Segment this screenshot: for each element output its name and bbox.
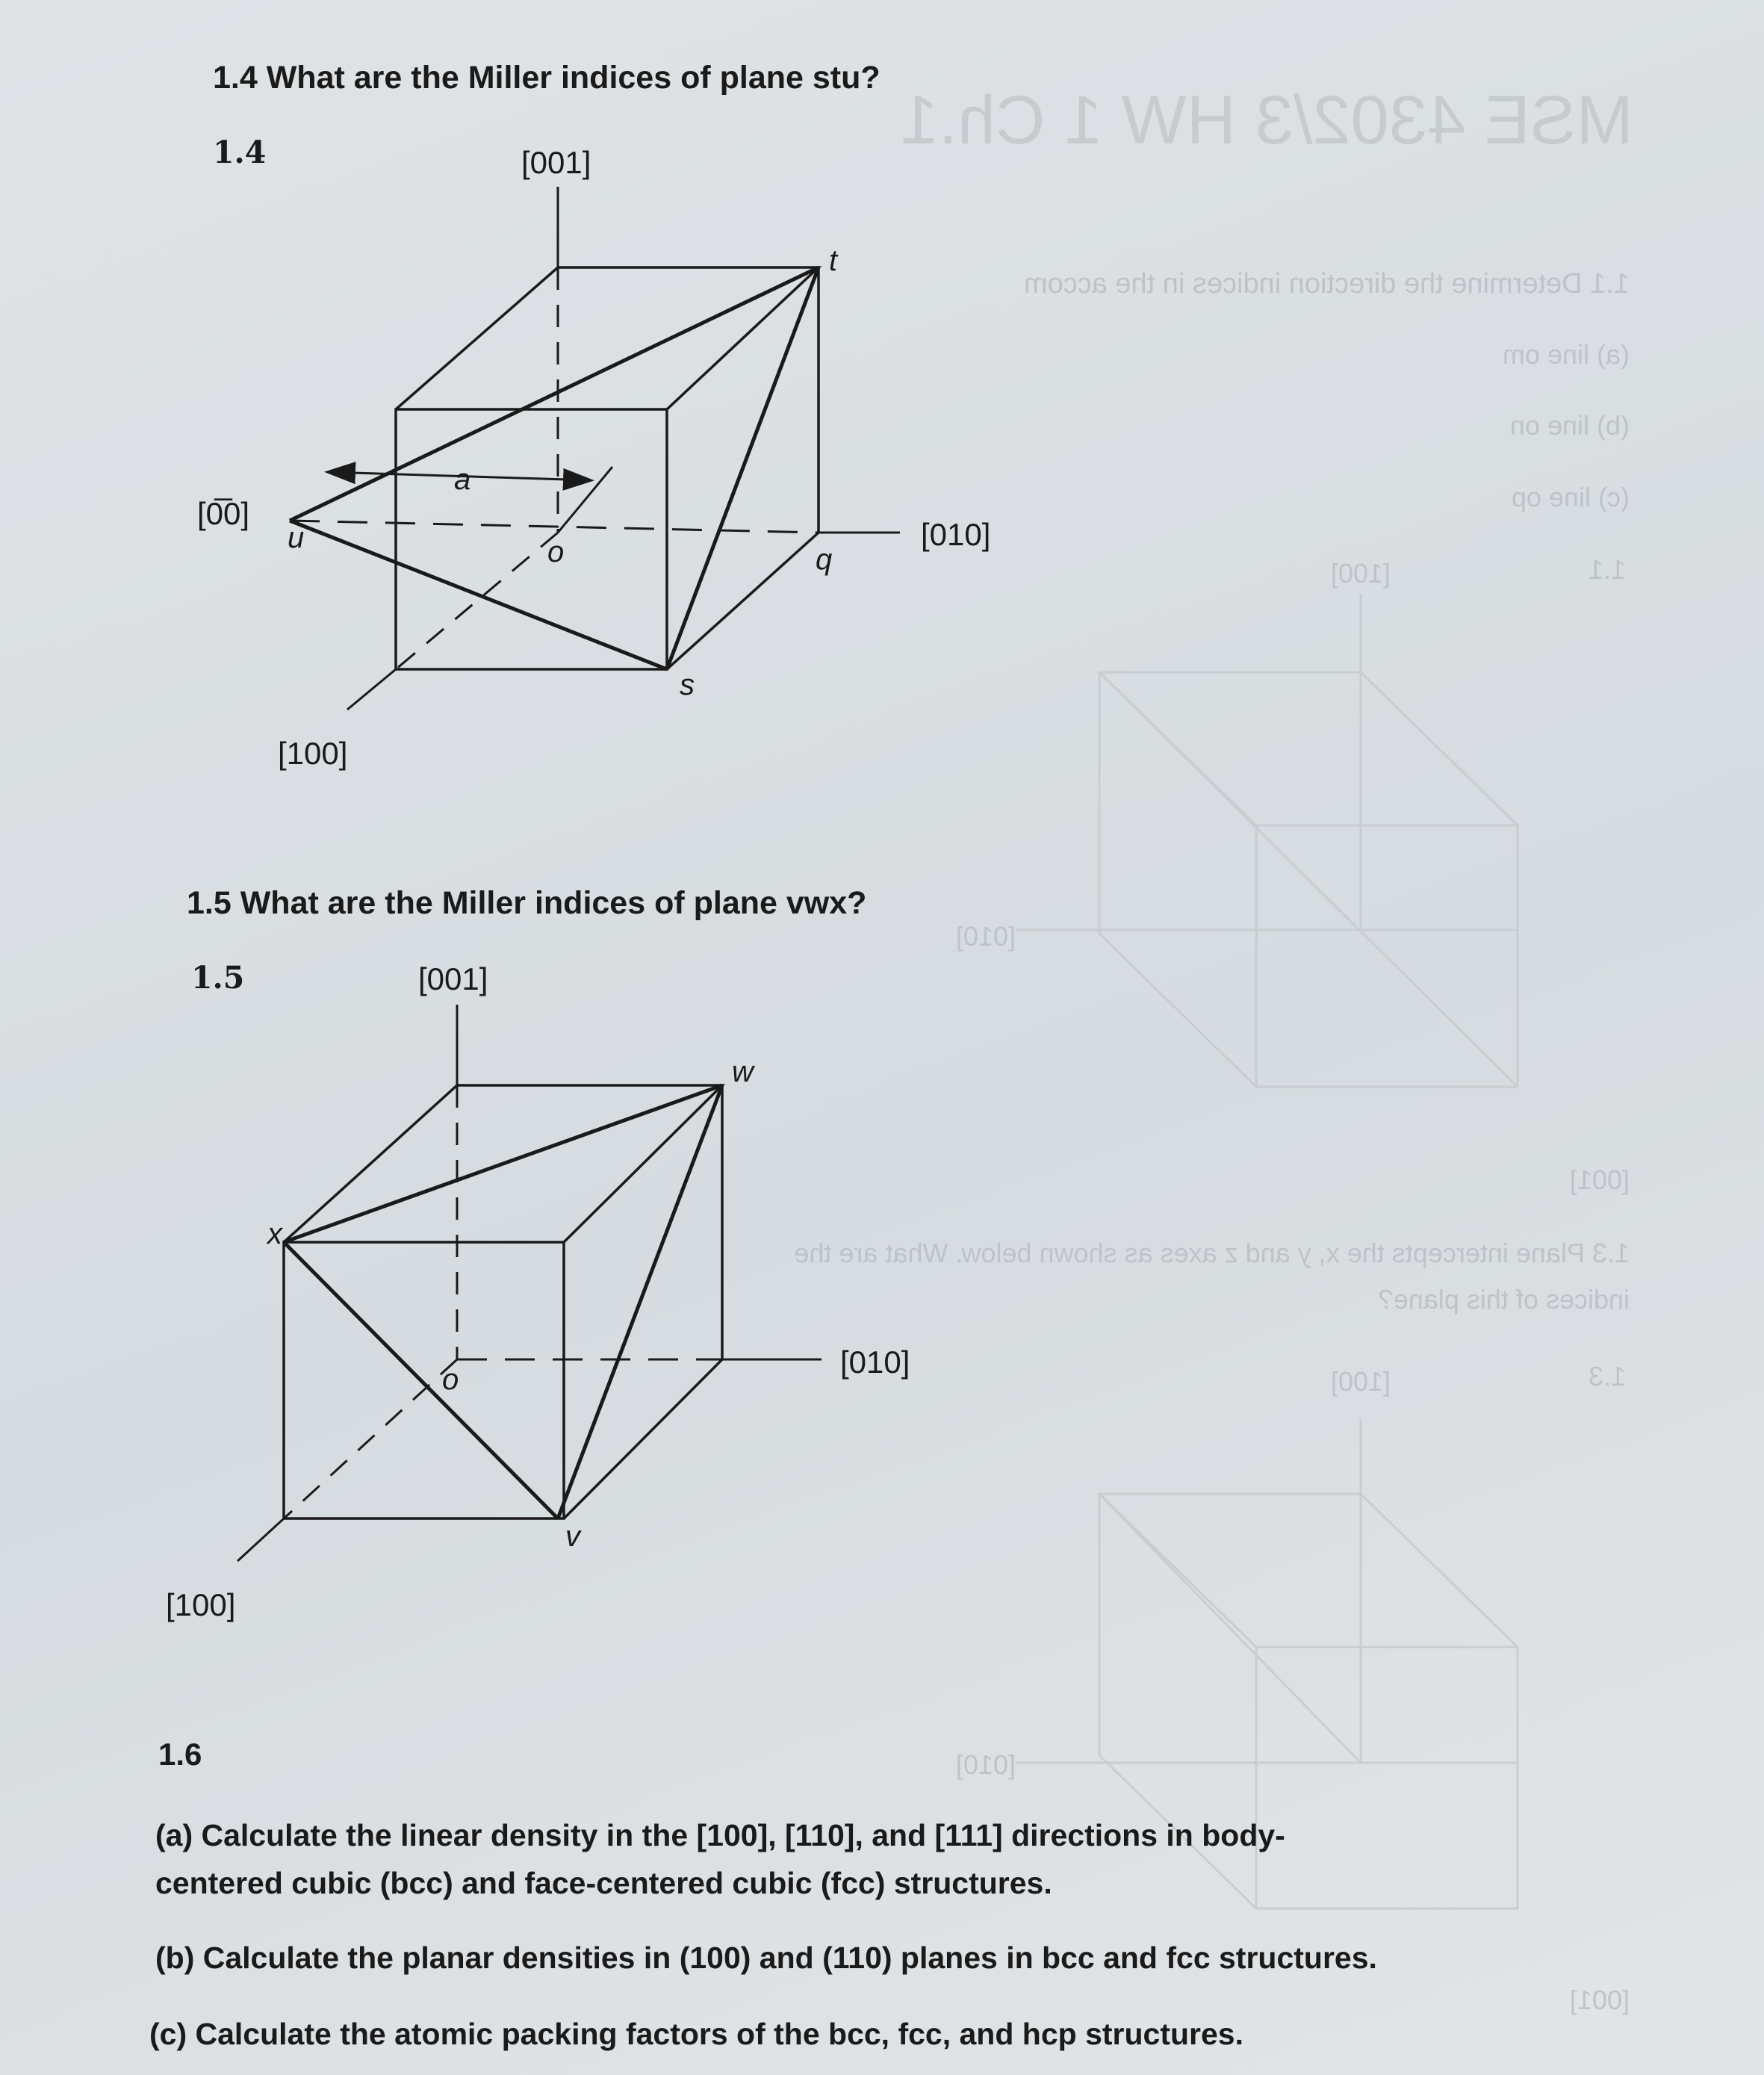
cube-1-5: [284, 1085, 722, 1519]
bleed-label-001b: [001]: [1569, 1985, 1630, 2015]
point-w: w: [732, 1055, 754, 1088]
point-o-1-4: o: [547, 536, 565, 568]
label-001-1-4: [001]: [521, 145, 591, 180]
label-100-1-4: [100]: [278, 736, 348, 771]
bleed-option-c: (c) line op: [1511, 482, 1630, 512]
axis-100-1-5: [237, 1519, 284, 1561]
bleed-label-010a: [010]: [955, 921, 1016, 952]
question-1-5-title: 1.5 What are the Miller indices of plane vwx?: [187, 885, 867, 921]
bleed-line-2: 1.3 Plane intercepts the x, y and z axes as shown below. What are the: [794, 1238, 1630, 1268]
question-1-6-a-line-2: centered cubic (bcc) and face-centered cubic (fcc) structures.: [155, 1866, 1052, 1900]
bleed-label-100b: [100]: [1330, 1366, 1391, 1397]
point-s: s: [680, 669, 695, 701]
bleed-label-13: 1.3: [1588, 1361, 1626, 1392]
question-1-6-c: (c) Calculate the atomic packing factors of the bcc, fcc, and hcp structures.: [149, 2017, 1243, 2051]
bleed-option-b: (b) line on: [1509, 410, 1630, 441]
bleed-label-100a: [100]: [1330, 558, 1391, 589]
bleed-line-1: 1.1 Determine the direction indices in the accom: [1023, 268, 1630, 300]
question-1-6-a-line-1: (a) Calculate the linear density in the [100], [110], and [111] directions in body-: [155, 1818, 1285, 1852]
bleed-option-a: (a) line om: [1502, 339, 1630, 370]
label-010-1-5: [010]: [840, 1344, 910, 1380]
point-x: x: [267, 1218, 282, 1250]
point-o-1-5: o: [442, 1363, 459, 1396]
point-t: t: [829, 244, 838, 277]
dimension-a-label: a: [454, 463, 471, 496]
figure-1-4-number: 1.4: [213, 134, 267, 170]
bleed-header: MSE 4302/3 HW 1 Ch.1: [900, 82, 1633, 158]
label-001-1-5: [001]: [418, 961, 488, 996]
question-1-6-b: (b) Calculate the planar densities in (100) and (110) planes in bcc and fcc structures.: [155, 1941, 1377, 1975]
bleed-label-11: 1.1: [1588, 554, 1626, 585]
question-1-4-title: 1.4 What are the Miller indices of plane stu?: [213, 60, 881, 96]
point-u: u: [288, 521, 305, 554]
bleed-line-3: indices of this plane?: [1378, 1284, 1630, 1315]
label-010-1-4: [010]: [921, 517, 991, 552]
point-v: v: [565, 1520, 580, 1553]
axis-100-hidden-1-5: [284, 1359, 457, 1519]
figure-1-5-number: 1.5: [191, 960, 245, 996]
label-0-1bar-0-1-4: [0̅0]: [197, 496, 250, 531]
bleed-label-001a: [001]: [1569, 1164, 1630, 1195]
label-100-1-5: [100]: [166, 1587, 236, 1622]
bleed-label-010b: [010]: [955, 1749, 1016, 1780]
question-1-6-number: 1.6: [158, 1737, 202, 1772]
point-q: q: [816, 543, 833, 576]
